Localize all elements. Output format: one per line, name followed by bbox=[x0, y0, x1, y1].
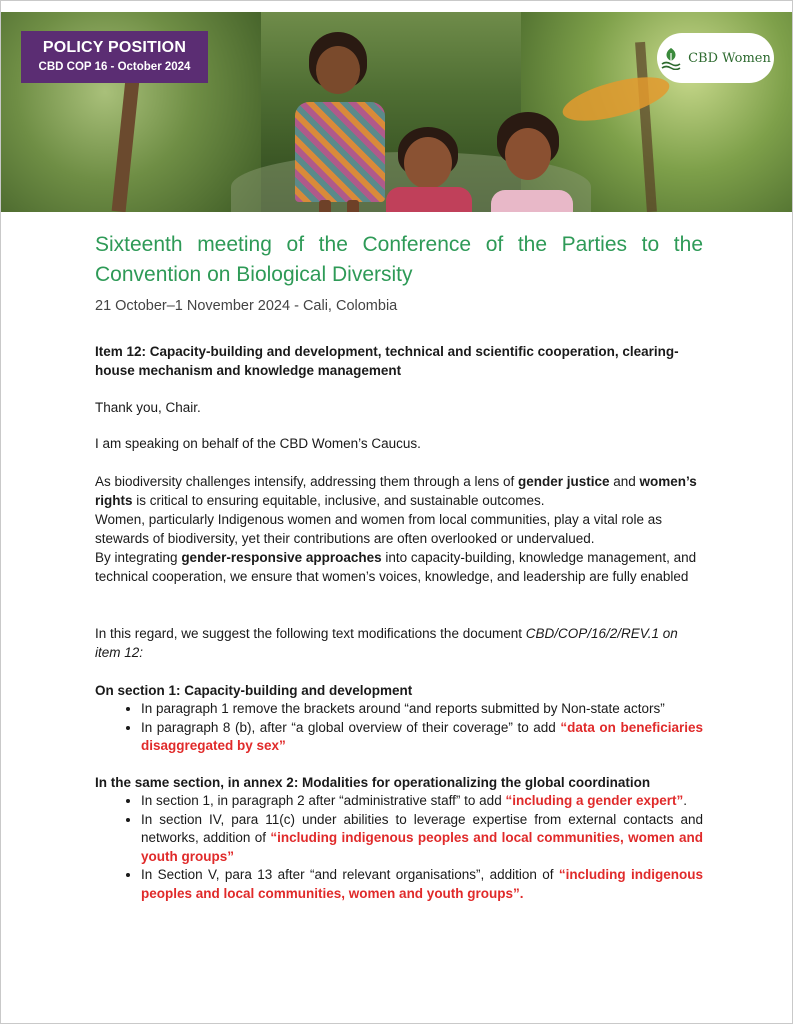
section-1-list bbox=[95, 700, 703, 756]
section-1 bbox=[95, 681, 703, 756]
regard-paragraph: In this regard, we suggest the following text modifications the document CBD/COP/16/2/REV.1 on item 12: bbox=[95, 626, 678, 660]
biodiversity-paragraph: As biodiversity challenges intensify, addressing them through a lens of gender justice and women’s rights is critical to ensuring equitable, inclusive, and sustainable outcomes. Women, particularly Indigenous women and women from local communities, play a vital role as stewards of biodiversity, yet their contributions are often overlooked or undervalued. By integrating gender-responsive approaches into capacity-building, knowledge management, and technical cooperation, we ensure that women’s voices, knowledge, and leadership are fully enabled bbox=[95, 474, 697, 584]
section-annex-2-heading: In the same section, in annex 2: Modalities for operationalizing the global coordination bbox=[95, 775, 651, 790]
speaker-paragraph: I am speaking on behalf of the CBD Women’s Caucus. bbox=[95, 436, 421, 451]
list-item: • In paragraph 1 remove the brackets around “and reports submitted by Non-state actors” bbox=[141, 700, 703, 719]
list-item: • In section 1, in paragraph 2 after “administrative staff” to add “including a gender expert”. bbox=[141, 792, 703, 811]
bold-gender-justice: gender justice bbox=[517, 474, 610, 489]
child-figure-left bbox=[281, 32, 401, 212]
cbd-women-logo bbox=[657, 33, 774, 83]
section-annex-2 bbox=[95, 773, 703, 903]
list-item: • In paragraph 8 (b), after “a global overview of their coverage” to add “data on beneficiaries disaggregated by sex” bbox=[141, 719, 703, 756]
section-1-heading: On section 1: Capacity-building and development bbox=[95, 683, 413, 698]
list-item: • In section IV, para 11(c) under abilities to leverage expertise from external contacts and networks, addition of “including indigenous peoples and local communities, women and youth groups” bbox=[141, 811, 703, 867]
greeting-paragraph: Thank you, Chair. bbox=[95, 400, 201, 415]
title-line-1: Sixteenth meeting of the Conference of the Parties to the bbox=[95, 233, 703, 256]
bold-womens-rights: women’s rights bbox=[95, 474, 697, 508]
badge-subtitle: CBD COP 16 - October 2024 bbox=[38, 61, 191, 73]
child-figure-middle bbox=[386, 127, 476, 212]
bold-gender-responsive: gender-responsive approaches bbox=[181, 550, 382, 565]
title-line-2: Convention on Biological Diversity bbox=[95, 263, 413, 286]
section-annex-2-list bbox=[95, 792, 703, 903]
list-item: • In Section V, para 13 after “and relevant organisations”, addition of “including indigenous peoples and local communities, women and youth groups”. bbox=[141, 866, 703, 903]
child-figure-right bbox=[489, 112, 579, 212]
document-reference: CBD/COP/16/2/REV.1 on item 12: bbox=[95, 626, 678, 660]
agenda-item-heading: Item 12: Capacity-building and development, technical and scientific cooperation, clearing-house mechanism and knowledge management bbox=[95, 344, 679, 378]
page-title bbox=[95, 230, 703, 290]
policy-position-badge bbox=[21, 31, 208, 83]
logo-text: CBD Women bbox=[688, 50, 771, 66]
badge-title: POLICY POSITION bbox=[42, 39, 187, 56]
event-date-location: 21 October–1 November 2024 - Cali, Colombia bbox=[95, 298, 398, 314]
leaf-wave-icon bbox=[660, 46, 682, 70]
